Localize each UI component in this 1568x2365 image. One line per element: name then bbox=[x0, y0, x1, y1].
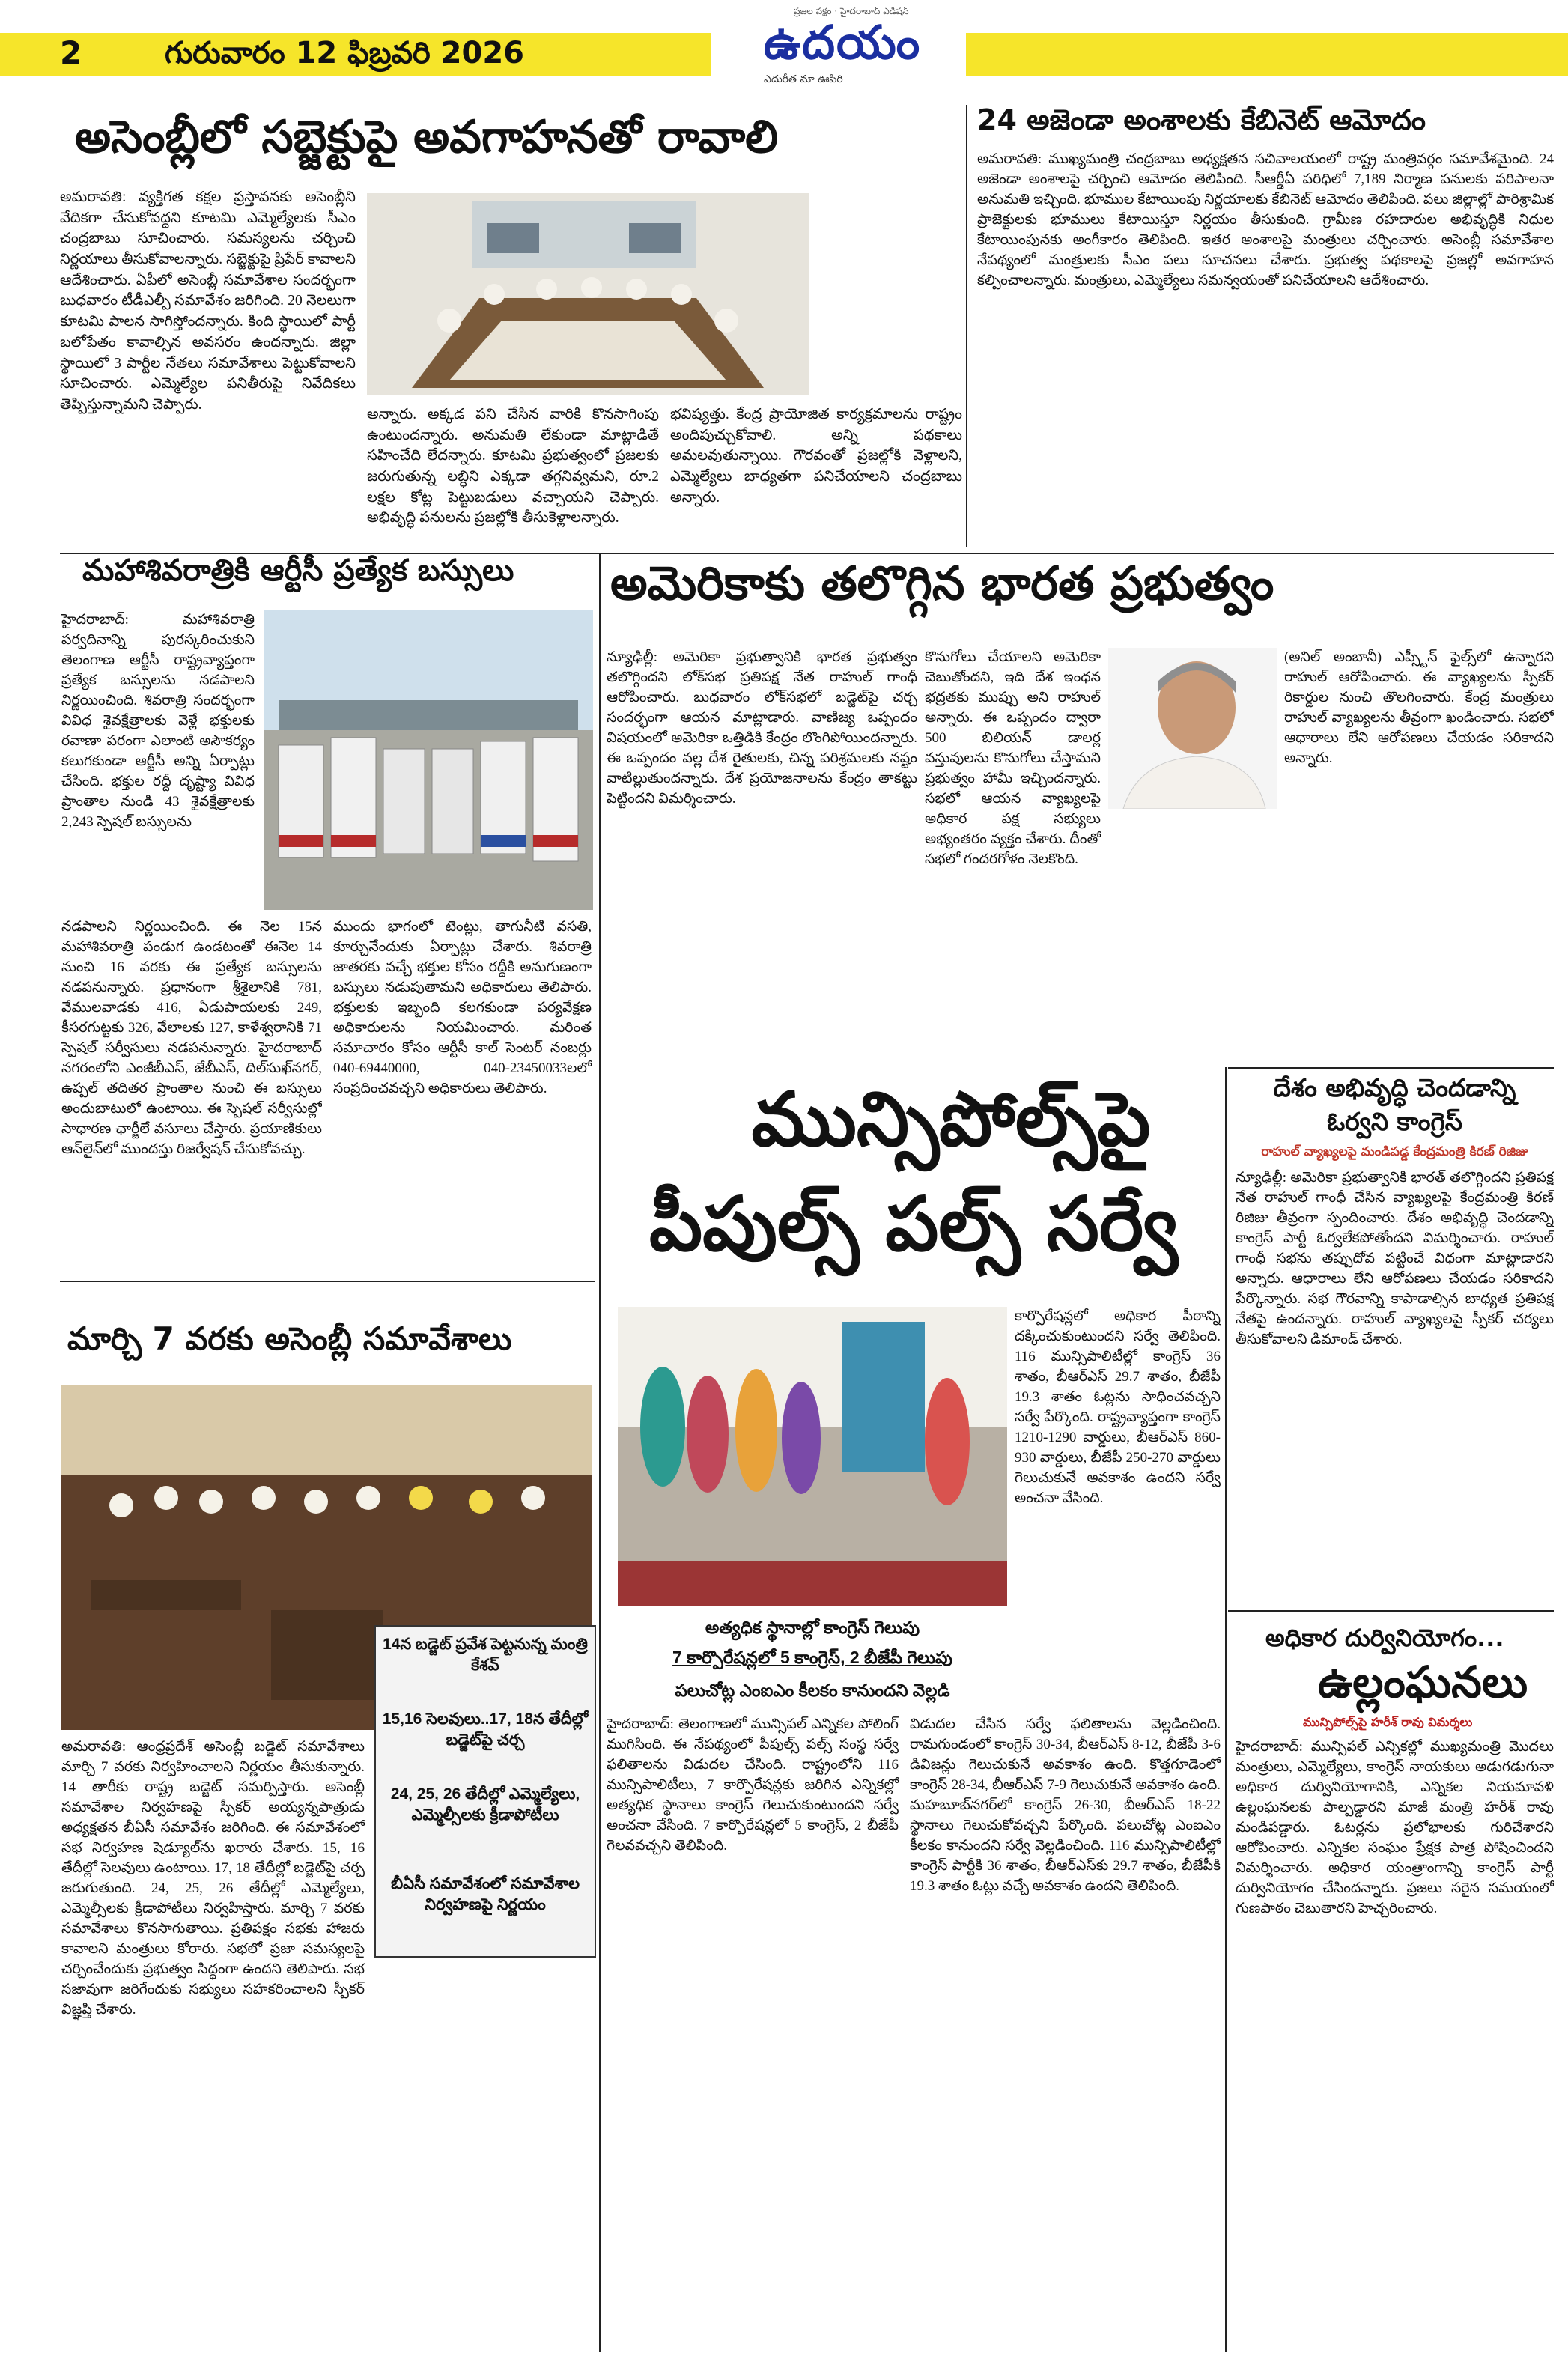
divider-horizontal-2 bbox=[1228, 1067, 1554, 1069]
masthead-top-line: ప్రజల పక్షం · హైదరాబాద్ ఎడిషన్ bbox=[794, 6, 909, 16]
story1-body-mid: అన్నారు. అక్కడ పని చేసిన వారికి కొనసాగింపు ఉంటుందన్నారు. అనుమతి లేకుండా మాట్లాడితే సహించేది లేదన్నారు. కూటమి ప్రభుత్వంలో ప్రజలకు జరుగుతున్న లబ్ధిని ఎక్కడా తగ్గనివ్వమని, రూ.2 లక్షల కోట్ల పెట్టుబడులు వచ్చాయని చెప్పారు. అభివృద్ధి పనులను ప్రజల్లోకి తీసుకెళ్లాలన్నారు. bbox=[367, 407, 659, 526]
story7-subhead: రాహుల్ వ్యాఖ్యలపై మండిపడ్డ కేంద్రమంత్రి కిరణ్ రిజిజు bbox=[1261, 1144, 1528, 1159]
story6-body-continued bbox=[61, 1962, 592, 1970]
header-band-right bbox=[966, 33, 1568, 76]
divider-vertical-mid bbox=[599, 554, 601, 2352]
story1-photo bbox=[367, 193, 809, 395]
page-header bbox=[0, 0, 1568, 90]
story3-body-top: హైదరాబాద్: మహాశివరాత్రి పర్వదినాన్ని పురస్కరించుకుని తెలంగాణ ఆర్టీసీ రాష్ట్రవ్యాప్తంగా ప్రత్యేక బస్సులను నడపాలని నిర్ణయించింది. శివరాత్రి సందర్భంగా వివిధ శైవక్షేత్రాలకు వెళ్లే భక్తులకు రవాణా పరంగా ఎలాంటి అసౌకర్యం కలుగకుండా ఆర్టీసీ అన్ని ఏర్పాట్లు చేసింది. భక్తుల రద్దీ దృష్ట్యా వివిధ ప్రాంతాల నుండి 43 శైవక్షేత్రాలకు 2,243 స్పెషల్ బస్సులను bbox=[61, 612, 255, 830]
box-line-2: 15,16 సెలవులు..17, 18న తేదీల్లో బడ్జెట్‌పై చర్చ bbox=[382, 1710, 589, 1749]
story5-caption-1: అత్యధిక స్థానాల్లో కాంగ్రెస్ గెలుపు bbox=[705, 1618, 920, 1637]
story7-headline-line2: ఓర్వని కాంగ్రెస్ bbox=[1327, 1107, 1462, 1136]
story3-body-bottom: నడపాలని నిర్ణయించింది. ఈ నెల 15న మహాశివరాత్రి పండుగ ఉండటంతో ఈనెల 14 నుంచి 16 వరకు ఈ ప్రత్యేక బస్సులను నడపనున్నారు. ప్రధానంగా శ్రీశైలానికి 781, వేములవాడకు 416, ఏడుపాయలకు 249, కీసరగుట్టకు 326, వేలాలకు 127, కాళేశ్వరానికి 71 స్పెషల్ సర్వీసులు నడపనున్నారు. హైదరాబాద్ నగరంలోని ఎంజీబీఎస్, జేబీఎస్, దిల్‌సుఖ్‌నగర్, ఉప్పల్ తదితర ప్రాంతాల నుంచి ఈ బస్సులు అందుబాటులో ఉంటాయి. ఈ స్పెషల్ సర్వీసుల్లో సాధారణ ఛార్జీలే వసూలు చేస్తారు. ప్రయాణికులు ఆన్‌లైన్‌లో ముందస్తు రిజర్వేషన్ చేసుకోవచ్చు. bbox=[61, 919, 322, 1157]
story1-headline: అసెంబ్లీలో సబ్జెక్టుపై అవగాహనతో రావాలి bbox=[75, 111, 779, 163]
story1-body-right: భవిష్యత్తు. కేంద్ర ప్రాయోజిత కార్యక్రమాలను రాష్ట్రం అందిపుచ్చుకోవాలి. అన్ని పథకాలు అమలవుతున్నాయి. గౌరవంతో ప్రజల్లోకి వెళ్లాలని, ఎమ్మెల్యేలు బాధ్యతగా పనిచేయాలని చంద్రబాబు అన్నారు. bbox=[670, 407, 962, 506]
divider-vertical-right bbox=[1225, 1067, 1227, 2352]
story4-body-left: న్యూఢిల్లీ: అమెరికా ప్రభుత్వానికి భారత ప్రభుత్వం తలొగ్గిందని లోక్‌సభ ప్రతిపక్ష నేత రాహుల్ గాంధీ ఆరోపించారు. బుధవారం లోక్‌సభలో బడ్జెట్‌పై చర్చ సందర్భంగా ఆయన మాట్లాడారు. వాణిజ్య ఒప్పందం విషయంలో అమెరికా ఒత్తిడికి కేంద్రం లొంగిపోయిందన్నారు. ఈ ఒప్పందం వల్ల దేశ రైతులకు, చిన్న పరిశ్రమలకు నష్టం వాటిల్లుతుందన్నారు. దేశ ప్రయోజనాలను కేంద్రం తాకట్టు పెట్టిందని విమర్శించారు. bbox=[607, 649, 917, 807]
story5-body-left: హైదరాబాద్: తెలంగాణలో మున్సిపల్ ఎన్నికల పోలింగ్ ముగిసింది. ఈ నేపథ్యంలో పీపుల్స్ పల్స్ సంస్థ సర్వే ఫలితాలను విడుదల చేసింది. రాష్ట్రంలోని 116 మున్సిపాలిటీలు, 7 కార్పొరేషన్లకు జరిగిన ఎన్నికల్లో అత్యధిక స్థానాలు కాంగ్రెస్ గెలుచుకుంటుందని సర్వే అంచనా వేసింది. 7 కార్పొరేషన్లలో 5 కాంగ్రెస్, 2 బీజేపీ గెలవవచ్చని తెలిపింది. bbox=[607, 1716, 899, 1854]
story6-headline: మార్చి 7 వరకు అసెంబ్లీ సమావేశాలు bbox=[67, 1320, 512, 1357]
box-line-4: బీఏసీ సమావేశంలో సమావేశాల నిర్వహణపై నిర్ణయం bbox=[390, 1875, 580, 1914]
story4-body-mid: కొనుగోలు చేయాలని అమెరికా చెబుతోందని, ఇది దేశ ఇంధన భద్రతకు ముప్పు అని రాహుల్ అన్నారు. ఈ ఒప్పందం ద్వారా 500 బిలియన్ డాలర్ల వస్తువులను కొనుగోలు చేస్తామని ప్రభుత్వం హామీ ఇచ్చిందన్నారు. సభలో ఆయన వ్యాఖ్యలపై అధికార పక్ష సభ్యులు అభ్యంతరం వ్యక్తం చేశారు. దీంతో సభలో గందరగోళం నెలకొంది. bbox=[925, 649, 1101, 867]
masthead-tagline: ఎదురీత మా ఊపిరి bbox=[764, 73, 843, 85]
story4-headline: అమెరికాకు తలొగ్గిన భారత ప్రభుత్వం bbox=[610, 556, 1274, 610]
page-number: 2 bbox=[60, 34, 82, 71]
story8-headline-line2: ఉల్లంఘనలు bbox=[1318, 1657, 1528, 1707]
masthead-logo: ఉదయం bbox=[763, 15, 922, 70]
story5-body-top: కార్పొరేషన్లలో అధికార పీఠాన్ని దక్కించుకుంటుందని సర్వే తెలిపింది. 116 మున్సిపాలిటీల్లో కాంగ్రెస్ 36 శాతం, బీఆర్ఎస్ 29.7 శాతం, బీజేపీ 19.3 శాతం ఓట్లను సాధించవచ్చని సర్వే పేర్కొంది. రాష్ట్రవ్యాప్తంగా కాంగ్రెస్ 1210-1290 వార్డులు, బీఆర్ఎస్ 860-930 వార్డులు, బీజేపీ 250-270 వార్డులు గెలుచుకునే అవకాశం ఉందని సర్వే అంచనా వేసింది. bbox=[1015, 1308, 1221, 1506]
box-line-3: 24, 25, 26 తేదీల్లో ఎమ్మెల్యేలు, ఎమ్మెల్సీలకు క్రీడాపోటీలు bbox=[390, 1785, 580, 1824]
story8-body: హైదరాబాద్: మున్సిపల్ ఎన్నికల్లో ముఖ్యమంత్రి మొదలు మంత్రులు, ఎమ్మెల్యేలు, కాంగ్రెస్ నాయకులు అడుగడుగునా అధికార దుర్వినియోగానికి, ఎన్నికల నియమావళి ఉల్లంఘనలకు పాల్పడ్డారని మాజీ మంత్రి హరీశ్ రావు మండిపడ్డారు. ఓటర్లను ప్రలోభాలకు గురిచేశారని ఆరోపించారు. ఎన్నికల సంఘం ప్రేక్షక పాత్ర పోషించిందని విమర్శించారు. అధికార యంత్రాంగాన్ని కాంగ్రెస్ పార్టీ దుర్వినియోగం చేసిందన్నారు. ప్రజలు సరైన సమయంలో గుణపాఠం చెబుతారని హెచ్చరించారు. bbox=[1236, 1739, 1554, 1916]
divider-horizontal-3 bbox=[1228, 1610, 1554, 1612]
story5-headline-line2: పీపుల్స్ పల్స్ సర్వే bbox=[649, 1180, 1178, 1268]
story3-body-right: ముందు భాగంలో టెంట్లు, తాగునీటి వసతి, కూర్చునేందుకు ఏర్పాట్లు చేశారు. శివరాత్రి జాతరకు వచ్చే భక్తుల కోసం రద్దీకి అనుగుణంగా బస్సులు నడుపుతామని అధికారులు తెలిపారు. భక్తులకు ఇబ్బంది కలగకుండా పర్యవేక్షణ అధికారులను నియమించారు. మరింత సమాచారం కోసం ఆర్టీసీ కాల్ సెంటర్ నంబర్లు 040-69440000, 040-23450033లలో సంప్రదించవచ్చని అధికారులు తెలిపారు. bbox=[333, 919, 592, 1096]
story5-body-right: విడుదల చేసిన సర్వే ఫలితాలను వెల్లడించింది. రామగుండంలో కాంగ్రెస్ 30-34, బీఆర్ఎస్ 8-12, బీజేపీ 3-6 డివిజన్లు గెలుచుకునే అవకాశం ఉంది. కొత్తగూడెంలో కాంగ్రెస్ 28-34, బీఆర్ఎస్ 7-9 గెలుచుకునే అవకాశం ఉంది. మహబూబ్‌నగర్‌లో కాంగ్రెస్ 26-30, బీఆర్ఎస్ 18-22 స్థానాలు గెలుచుకోవచ్చని పేర్కొంది. పలుచోట్ల ఎంఐఎం కీలకం కానుందని సర్వే వెల్లడించింది. 116 మున్సిపాలిటీల్లో కాంగ్రెస్ పార్టీకి 36 శాతం, బీఆర్ఎస్‌కు 29.7 శాతం, బీజేపీకి 19.3 శాతం ఓట్లు వచ్చే అవకాశం ఉందని తెలిపింది. bbox=[910, 1716, 1221, 1894]
meeting-room-illustration bbox=[367, 193, 809, 395]
story6-highlight-box bbox=[374, 1625, 596, 1958]
story5-headline-line1: మున్సిపోల్స్‌పై bbox=[751, 1075, 1151, 1163]
story2-body: అమరావతి: ముఖ్యమంత్రి చంద్రబాబు అధ్యక్షతన సచివాలయంలో రాష్ట్ర మంత్రివర్గం సమావేశమైంది. 24 అజెండా అంశాలపై చర్చించి ఆమోదం తెలిపింది. సీఆర్డీఏ పరిధిలో 7,189 నిర్మాణ పనులకు పరిపాలనా అనుమతి ఇచ్చింది. భూముల కేటాయింపు నిర్ణయాలకు కేబినెట్ ఆమోదం తెలిపింది. పలు జిల్లాల్లో పారిశ్రామిక ప్రాజెక్టులకు భూములు కేటాయిస్తూ నిర్ణయం తీసుకుంది. గ్రామీణ రహదారుల అభివృద్ధికి నిధుల కేటాయింపునకు అంగీకారం తెలిపింది. ఇతర అంశాలపై మంత్రులు చర్చించారు. అసెంబ్లీ సమావేశాల నేపథ్యంలో మంత్రులకు సీఎం పలు సూచనలు చేశారు. ప్రభుత్వ పథకాలపై ప్రజల్లో అవగాహన కల్పించాలన్నారు. మంత్రులు, ఎమ్మెల్యేలు సమన్వయంతో పనిచేయాలని ఆదేశించారు. bbox=[977, 151, 1554, 288]
portrait-illustration bbox=[1108, 648, 1277, 809]
story7-headline-line1: దేశం అభివృద్ధి చెందడాన్ని bbox=[1273, 1073, 1516, 1102]
divider-horizontal-4 bbox=[60, 1281, 595, 1282]
story6-body: అమరావతి: ఆంధ్రప్రదేశ్ అసెంబ్లీ బడ్జెట్ సమావేశాలు మార్చి 7 వరకు నిర్వహించాలని నిర్ణయం తీసుకున్నారు. 14 తారీకు రాష్ట్ర బడ్జెట్ సమర్పిస్తారు. అసెంబ్లీ సమావేశాల నిర్వహణపై స్పీకర్ అయ్యన్నపాత్రుడు అధ్యక్షతన బీఏసీ సమావేశం జరిగింది. ఈ సమావేశంలో సభ నిర్వహణ షెడ్యూల్‌ను ఖరారు చేశారు. 15, 16 తేదీల్లో సెలవులు ఉంటాయి. 17, 18 తేదీల్లో బడ్జెట్‌పై చర్చ జరుగుతుంది. 24, 25, 26 తేదీల్లో ఎమ్మెల్యేలు, ఎమ్మెల్సీలకు క్రీడాపోటీలు నిర్వహిస్తారు. మార్చి 7 వరకు సమావేశాలు కొనసాగుతాయి. ప్రతిపక్షం సభకు హాజరు కావాలని మంత్రులు కోరారు. సభలో ప్రజా సమస్యలపై చర్చించేందుకు ప్రభుత్వం సిద్ధంగా ఉందని తెలిపారు. సభ సజావుగా జరిగేందుకు సభ్యులు సహకరించాలని స్పీకర్ విజ్ఞప్తి చేశారు. bbox=[61, 1739, 365, 2018]
story8-subhead: మున్సిపోల్స్‌పై హరీశ్ రావు విమర్శలు bbox=[1303, 1715, 1473, 1729]
story3-bus-photo bbox=[264, 610, 593, 910]
story5-polling-photo bbox=[618, 1307, 1007, 1606]
story4-body-right: (అనిల్ అంబానీ) ఎప్స్టీన్‌ ఫైల్స్‌లో ఉన్నారని రాహుల్ ఆరోపించారు. ఈ వ్యాఖ్యలను స్పీకర్ రికార్డుల నుంచి తొలగించారు. కేంద్ర మంత్రులు రాహుల్ వ్యాఖ్యలను తీవ్రంగా ఖండించారు. సభలో ఆధారాలు లేని ఆరోపణలు చేయడం సరికాదని అన్నారు. bbox=[1284, 649, 1554, 766]
polling-queue-illustration bbox=[618, 1307, 1007, 1606]
story7-body: న్యూఢిల్లీ: అమెరికా ప్రభుత్వానికి భారత్ తలొగ్గిందని ప్రతిపక్ష నేత రాహుల్ గాంధీ చేసిన వ్యాఖ్యలపై కేంద్రమంత్రి కిరణ్ రిజిజు తీవ్రంగా స్పందించారు. దేశం అభివృద్ధి చెందడాన్ని కాంగ్రెస్ పార్టీ ఓర్వలేకపోతోందని విమర్శించారు. రాహుల్ గాంధీ సభను తప్పుదోవ పట్టించే విధంగా మాట్లాడారని అన్నారు. ఆధారాలు లేని ఆరోపణలు చేయడం సరికాదని పేర్కొన్నారు. సభ గౌరవాన్ని కాపాడాల్సిన బాధ్యత ప్రతిపక్ష నేతపై ఉందన్నారు. రాహుల్ వ్యాఖ్యలపై స్పీకర్ చర్యలు తీసుకోవాలని డిమాండ్ చేశారు. bbox=[1236, 1170, 1554, 1347]
story3-headline: మహాశివరాత్రికి ఆర్టీసీ ప్రత్యేక బస్సులు bbox=[82, 553, 514, 588]
divider-vertical-top bbox=[966, 105, 967, 547]
story8-headline-line1: అధికార దుర్వినియోగం... bbox=[1265, 1624, 1504, 1652]
box-line-1: 14న బడ్జెట్ ప్రవేశ పెట్టనున్న మంత్రి కేశవ్ bbox=[383, 1636, 588, 1675]
story5-caption-3: పలుచోట్ల ఎంఐఎం కీలకం కానుందని వెల్లడి bbox=[675, 1681, 950, 1700]
bus-depot-illustration bbox=[264, 610, 593, 910]
story1-body-left: అమరావతి: వ్యక్తిగత కక్షల ప్రస్తావనకు అసెంబ్లీని వేదికగా చేసుకోవద్దని కూటమి ఎమ్మెల్యేలకు సీఎం చంద్రబాబు సూచించారు. సమస్యలను చర్చించి నిర్ణయాలు తీసుకోవాలన్నారు. సబ్జెక్టుపై ప్రిపేర్ కావాలని ఆదేశించారు. ఏపీలో అసెంబ్లీ సమావేశాల సందర్భంగా బుధవారం టీడీఎల్పీ సమావేశం జరిగింది. 20 నెలలుగా కూటమి పాలన సాగిస్తోందన్నారు. కింది స్థాయిలో పార్టీ బలోపేతం కావాల్సిన అవసరం ఉందన్నారు. జిల్లా స్థాయిలో 3 పార్టీల నేతలు సమావేశాలు పెట్టుకోవాలని సూచించారు. ఎమ్మెల్యేల పనితీరుపై నివేదికలు తెప్పిస్తున్నామని చెప్పారు. bbox=[60, 189, 356, 413]
date-line: గురువారం 12 ఫిబ్రవరి 2026 bbox=[165, 36, 525, 70]
story4-portrait bbox=[1108, 648, 1277, 809]
story5-caption-2: 7 కార్పొరేషన్లలో 5 కాంగ్రెస్, 2 బీజేపీ గెలుపు bbox=[672, 1648, 952, 1667]
story2-headline: 24 అజెండా అంశాలకు కేబినెట్ ఆమోదం bbox=[977, 103, 1426, 136]
